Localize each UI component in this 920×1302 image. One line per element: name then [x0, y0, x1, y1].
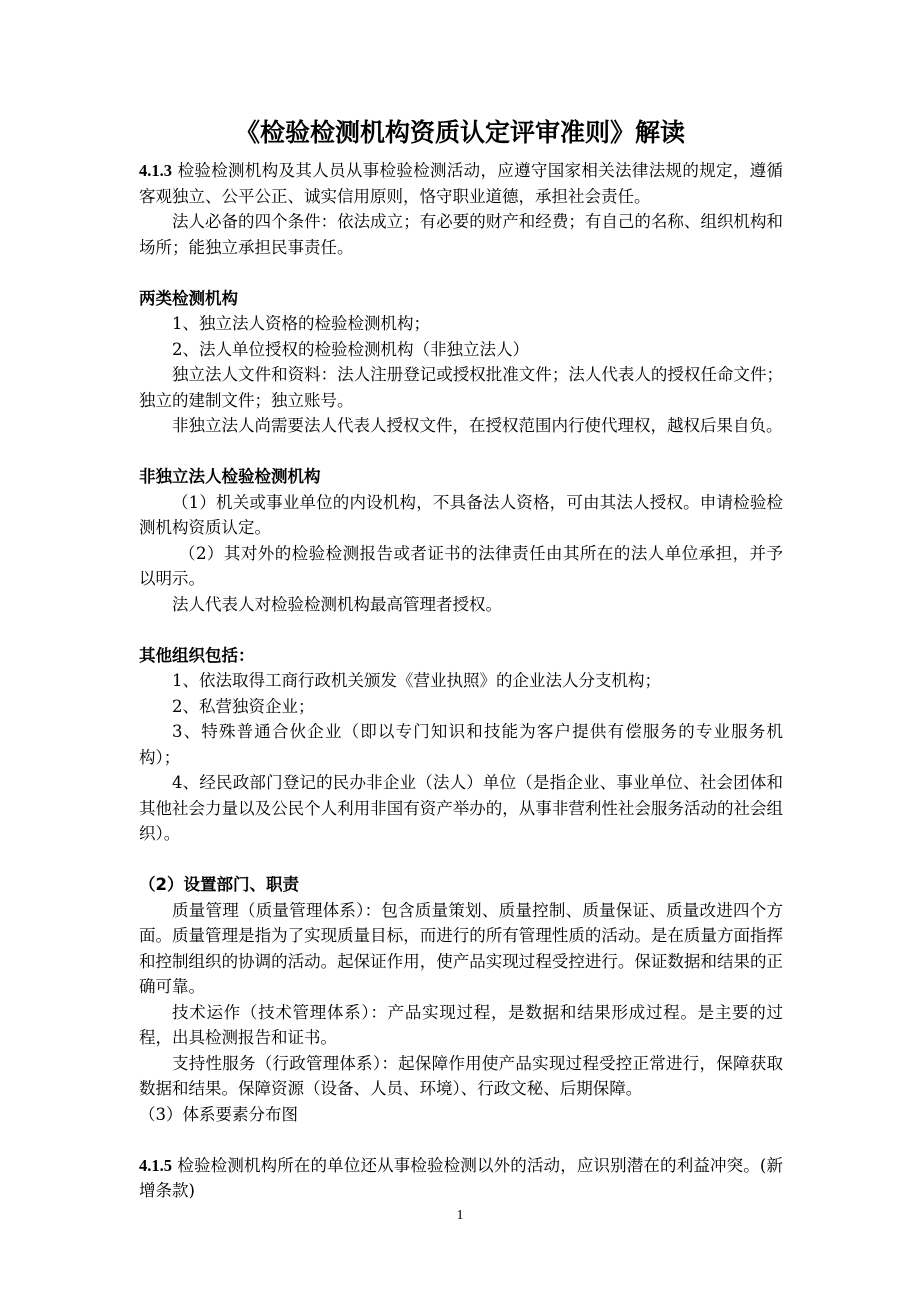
paragraph: 法人必备的四个条件：依法成立；有必要的财产和经费；有自己的名称、组织机构和场所；能独立承担民事责任。 [139, 212, 783, 257]
clause-text: 检验检测机构及其人员从事检验检测活动，应遵守国家相关法律法规的规定，遵循客观独立、公平公正、诚实信用原则，恪守职业道德，承担社会责任。 [139, 161, 783, 206]
list-item: 1、依法取得工商行政机关颁发《营业执照》的企业法人分支机构； [172, 671, 661, 690]
page-number: 1 [456, 1208, 464, 1223]
paragraph: （1）机关或事业单位的内设机构，不具备法人资格，可由其法人授权。申请检验检测机构资质认定。 [139, 492, 783, 537]
section-heading: 非独立法人检验检测机构 [139, 467, 321, 486]
list-item: 4、经民政部门登记的民办非企业（法人）单位（是指企业、事业单位、社会团体和其他社会力量以及公民个人利用非国有资产举办的，从事非营利性社会服务活动的社会组织）。 [139, 773, 783, 843]
clause-4-1-3 [139, 158, 783, 209]
clause-number: 4.1.3 [139, 161, 172, 180]
paragraph: 法人代表人对检验检测机构最高管理者授权。 [172, 594, 502, 614]
document-title: 《检验检测机构资质认定评审准则》解读 [234, 118, 685, 147]
paragraph: 非独立法人尚需要法人代表人授权文件，在授权范围内行使代理权，越权后果自负。 [172, 416, 783, 435]
paragraph: （3）体系要素分布图 [139, 1104, 298, 1124]
section-heading: 两类检测机构 [139, 288, 238, 308]
paragraph: 独立法人文件和资料：法人注册登记或授权批准文件；法人代表人的授权任命文件；独立的建制文件；独立账号。 [139, 365, 783, 410]
paragraph: 支持性服务（行政管理体系）：起保障作用使产品实现过程受控正常进行，保障获取数据和结果。保障资源（设备、人员、环境）、行政文秘、后期保障。 [139, 1053, 783, 1098]
clause-4-1-5 [139, 1153, 783, 1204]
document-body [139, 158, 783, 1204]
list-item: 2、法人单位授权的检验检测机构（非独立法人） [172, 339, 529, 359]
paragraph: 技术运作（技术管理体系）：产品实现过程，是数据和结果形成过程。是主要的过程，出具检测报告和证书。 [139, 1002, 783, 1047]
paragraph: （2）其对外的检验检测报告或者证书的法律责任由其所在的法人单位承担，并予以明示。 [139, 543, 783, 588]
list-item: 1、独立法人资格的检验检测机构； [172, 314, 430, 333]
list-item: 2、私营独资企业； [172, 696, 315, 716]
clause-number: 4.1.5 [139, 1155, 172, 1175]
list-item: 3、特殊普通合伙企业（即以专门知识和技能为客户提供有偿服务的专业服务机构）； [139, 722, 783, 767]
paragraph: 质量管理（质量管理体系）：包含质量策划、质量控制、质量保证、质量改进四个方面。质量管理是指为了实现质量目标，而进行的所有管理性质的活动。是在质量方面指挥和控制组织的协调的活动。起保证作用，使产品实现过程受控进行。保证数据和结果的正确可靠。 [139, 900, 783, 996]
section-heading: （2）设置部门、职责 [139, 875, 299, 894]
section-heading: 其他组织包括： [139, 645, 255, 665]
clause-text: 检验检测机构所在的单位还从事检验检测以外的活动，应识别潜在的利益冲突。(新增条款) [139, 1155, 783, 1200]
